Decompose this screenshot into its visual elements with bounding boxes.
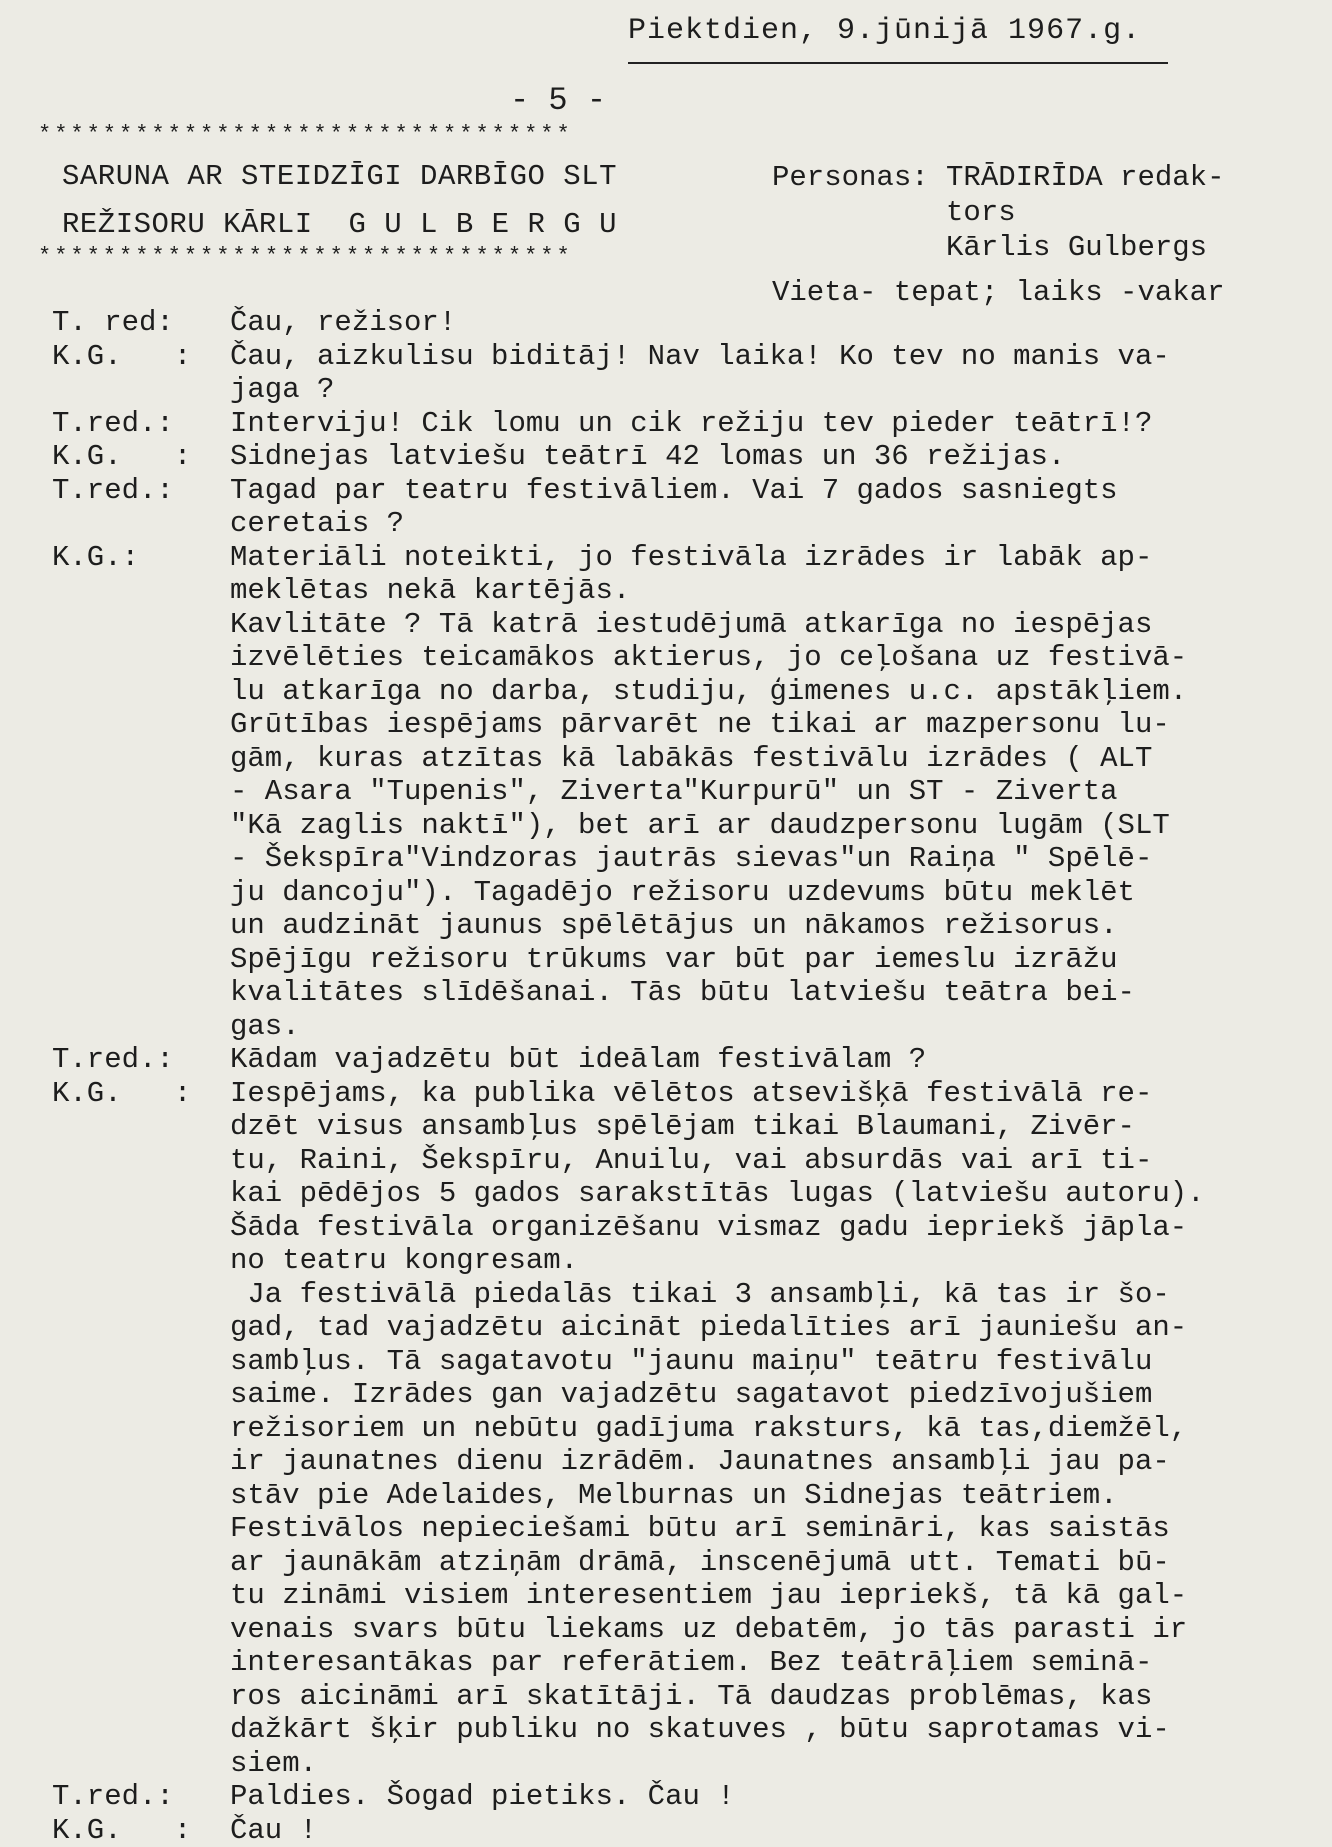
speech-line: Čau, režisor! [230, 306, 1312, 340]
speech-line: ju dancoju"). Tagadējo režisoru uzdevums būtu meklēt [230, 876, 1312, 910]
speech-line: "Kā zaglis naktī"), bet arī ar daudzpersonu lugām (SLT [230, 809, 1312, 843]
speech-line: interesantākas par referātiem. Bez teātrāļiem seminā- [230, 1646, 1312, 1680]
speech-line: izvēlēties teicamākos aktierus, jo ceļošana uz festivā- [230, 641, 1312, 675]
page-number: - 5 - [510, 82, 606, 119]
speaker-label: T.red.: [52, 407, 230, 441]
speech-text [230, 440, 1312, 474]
speech-line: tu zināmi visiem interesentiem jau iepriekš, tā kā gal- [230, 1579, 1312, 1613]
speaker-label: K.G. : [52, 340, 230, 407]
speaker-label: K.G.: [52, 541, 230, 1044]
speech-line: dažkārt šķir publiku no skatuves , būtu saprotamas vi- [230, 1713, 1312, 1747]
speech-line: meklētas nekā kartējās. [230, 574, 1312, 608]
speaker-label: T.red.: [52, 474, 230, 541]
speech-line: venais svars būtu liekams uz debatēm, jo tās parasti ir [230, 1613, 1312, 1647]
speech-line: tu, Raini, Šekspīru, Anuilu, vai absurdās vai arī ti- [230, 1144, 1312, 1178]
dialogue-entry [52, 306, 1312, 340]
speech-line: gām, kuras atzītas kā labākās festivālu izrādes ( ALT [230, 742, 1312, 776]
speech-line: un audzināt jaunus spēlētājus un nākamos režisorus. [230, 909, 1312, 943]
dialogue-entry [52, 1780, 1312, 1814]
speech-line: stāv pie Adelaides, Melburnas un Sidnejas teātriem. [230, 1479, 1312, 1513]
speech-line: Čau ! [230, 1814, 1312, 1847]
speaker-label: K.G. : [52, 440, 230, 474]
speech-text [230, 1043, 1312, 1077]
speech-text [230, 340, 1312, 407]
venue-line: Vieta- tepat; laiks -vakar [772, 276, 1224, 309]
speech-line: - Šekspīra"Vindzoras jautrās sievas"un Raiņa " Spēlē- [230, 842, 1312, 876]
speech-line: sambļus. Tā sagatavotu "jaunu maiņu" teātru festivālu [230, 1345, 1312, 1379]
dialogue-entry [52, 474, 1312, 541]
persons-line-2: tors [772, 195, 1224, 230]
speech-line: kai pēdējos 5 gados sarakstītās lugas (latviešu autoru). [230, 1177, 1312, 1211]
speech-text [230, 1077, 1312, 1781]
title-line-1: SARUNA AR STEIDZĪGI DARBĪGO SLT [62, 160, 617, 193]
speech-line: gad, tad vajadzētu aicināt piedalīties arī jauniešu an- [230, 1311, 1312, 1345]
speech-line: ceretais ? [230, 507, 1312, 541]
speech-line: lu atkarīga no darba, studiju, ģimenes u.c. apstākļiem. [230, 675, 1312, 709]
speech-line: dzēt visus ansambļus spēlējam tikai Blaumani, Zivēr- [230, 1110, 1312, 1144]
speech-line: gas. [230, 1010, 1312, 1044]
speech-line: Tagad par teatru festivāliem. Vai 7 gados sasniegts [230, 474, 1312, 508]
speech-line: Interviju! Cik lomu un cik režiju tev pieder teātrī!? [230, 407, 1312, 441]
stars-divider-top: ********************************* [38, 122, 698, 147]
date-underline [628, 62, 1168, 64]
dialogue-entry [52, 440, 1312, 474]
speech-line: Čau, aizkulisu biditāj! Nav laika! Ko tev no manis va- [230, 340, 1312, 374]
dialogue-entry [52, 541, 1312, 1044]
dialogue-entry [52, 340, 1312, 407]
speech-line: Grūtības iespējams pārvarēt ne tikai ar mazpersonu lu- [230, 708, 1312, 742]
speech-line: saime. Izrādes gan vajadzētu sagatavot piedzīvojušiem [230, 1378, 1312, 1412]
speech-line: siem. [230, 1747, 1312, 1781]
title-line-2: REŽISORU KĀRLI G U L B E R G U [62, 208, 617, 241]
speech-text [230, 306, 1312, 340]
speech-line: Sidnejas latviešu teātrī 42 lomas un 36 režijas. [230, 440, 1312, 474]
speech-line: ar jaunākām atziņām drāmā, inscenējumā utt. Temati bū- [230, 1546, 1312, 1580]
date-header: Piektdien, 9.jūnijā 1967.g. [628, 14, 1168, 48]
persons-line-3: Kārlis Gulbergs [772, 230, 1224, 265]
speaker-label: T. red: [52, 306, 230, 340]
speaker-label: T.red.: [52, 1780, 230, 1814]
speech-line: režisoriem un nebūtu gadījuma raksturs, kā tas,diemžēl, [230, 1412, 1312, 1446]
speech-line: Šāda festivāla organizēšanu vismaz gadu iepriekš jāpla- [230, 1211, 1312, 1245]
speaker-label: K.G. : [52, 1814, 230, 1847]
persons-block [772, 160, 1224, 265]
speech-line: Festivālos nepieciešami būtu arī semināri, kas saistās [230, 1512, 1312, 1546]
speech-line: no teatru kongresam. [230, 1244, 1312, 1278]
speech-text [230, 1814, 1312, 1847]
dialogue [52, 306, 1312, 1847]
speech-line: Iespējams, ka publika vēlētos atsevišķā festivālā re- [230, 1077, 1312, 1111]
speech-text [230, 474, 1312, 541]
stars-divider-bottom: ********************************* [38, 244, 698, 269]
speech-text [230, 1780, 1312, 1814]
speech-line: Materiāli noteikti, jo festivāla izrādes ir labāk ap- [230, 541, 1312, 575]
speech-line: - Asara "Tupenis", Ziverta"Kurpurū" un ST - Ziverta [230, 775, 1312, 809]
speech-text [230, 407, 1312, 441]
speech-text [230, 541, 1312, 1044]
speech-line: Paldies. Šogad pietiks. Čau ! [230, 1780, 1312, 1814]
persons-label: Personas: TRĀDIRĪDA redak- [772, 160, 1224, 195]
speaker-label: T.red.: [52, 1043, 230, 1077]
speech-line: jaga ? [230, 373, 1312, 407]
dialogue-entry [52, 407, 1312, 441]
speech-line: Ja festivālā piedalās tikai 3 ansambļi, kā tas ir šo- [230, 1278, 1312, 1312]
speech-line: kvalitātes slīdēšanai. Tās būtu latviešu teātra bei- [230, 976, 1312, 1010]
dialogue-entry [52, 1043, 1312, 1077]
speaker-label: K.G. : [52, 1077, 230, 1781]
speech-line: Kavlitāte ? Tā katrā iestudējumā atkarīga no iespējas [230, 608, 1312, 642]
speech-line: Kādam vajadzētu būt ideālam festivālam ? [230, 1043, 1312, 1077]
speech-line: ros aicināmi arī skatītāji. Tā daudzas problēmas, kas [230, 1680, 1312, 1714]
dialogue-entry [52, 1077, 1312, 1781]
dialogue-entry [52, 1814, 1312, 1847]
speech-line: ir jaunatnes dienu izrādēm. Jaunatnes ansambļi jau pa- [230, 1445, 1312, 1479]
speech-line: Spējīgu režisoru trūkums var būt par iemeslu izrāžu [230, 943, 1312, 977]
